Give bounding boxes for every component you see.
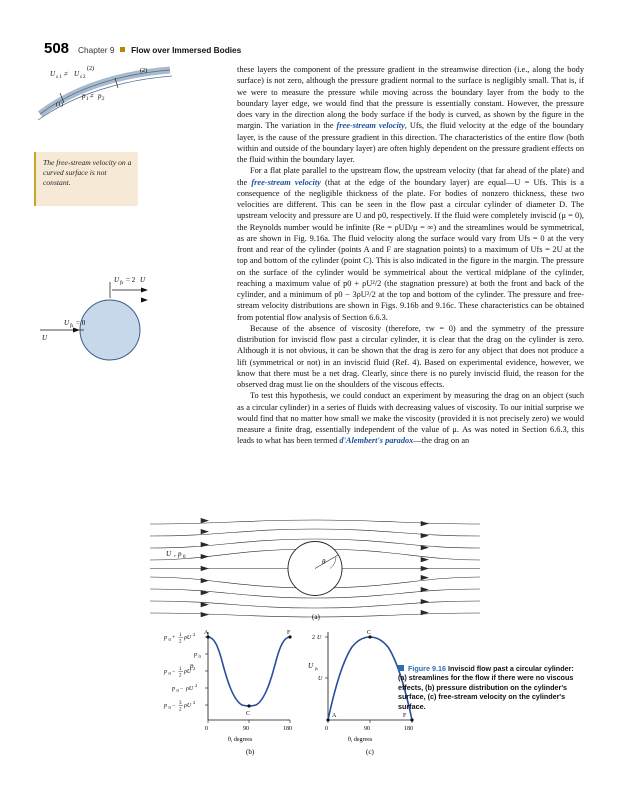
svg-text:s: s (80, 75, 82, 80)
svg-text:= 0: = 0 (76, 319, 86, 327)
svg-text:≠: ≠ (64, 70, 68, 78)
svg-text:A: A (332, 713, 337, 719)
svg-text:(2): (2) (87, 66, 94, 72)
svg-text:= 2: = 2 (126, 276, 136, 284)
svg-text:F: F (403, 713, 407, 719)
svg-text:C: C (246, 711, 251, 717)
svg-text:180: 180 (283, 726, 292, 732)
svg-text:−: − (172, 669, 176, 675)
svg-text:0: 0 (168, 637, 171, 642)
svg-text:U: U (317, 635, 322, 641)
svg-text:0: 0 (198, 654, 201, 659)
svg-text:2: 2 (312, 635, 315, 641)
svg-text:U: U (114, 276, 120, 284)
margin-figure-cylinder (28, 268, 218, 378)
chapter-title: Flow over Immersed Bodies (131, 45, 242, 55)
svg-text:θ: θ (322, 558, 326, 566)
svg-text:−: − (172, 703, 176, 709)
svg-text:U: U (308, 662, 314, 670)
svg-text:2: 2 (83, 75, 86, 80)
svg-text:θ, degrees: θ, degrees (348, 737, 373, 743)
svg-text:p: p (194, 652, 197, 658)
svg-text:(1): (1) (56, 102, 63, 108)
square-bullet-icon (120, 47, 125, 52)
svg-text:,: , (174, 550, 176, 558)
figure-caption (398, 664, 584, 711)
svg-text:U: U (50, 70, 56, 78)
svg-text:2: 2 (195, 683, 198, 688)
body-text-column (237, 64, 584, 447)
paragraph-2: For a flat plate parallel to the upstream flow, the upstream velocity (that far ahead of the plate) and the free-stream velocity (that at the edge of the boundary layer) are equal—U = Ufs. This is a consequence of the negligible thickness of the plate. For bodies of nonzero thickness, these two velocities are different. This can be seen in the flow past a circular cylinder of diameter D. The upstream velocity and pressure are U and p0, respectively. If the fluid were completely inviscid (μ = 0), the Reynolds number would be infinite (Re = ρUD/μ = ∞) and the streamlines would be symmetrical, as are shown in Fig. 9.16a. The fluid velocity along the surface would vary from Ufs = 0 at the very front and rear of the cylinder (points A and F are stagnation points) to a maximum of Ufs = 2U at the top and bottom of the cylinder (point C). This is also indicated in the figure in the margin. The pressure on the surface of the cylinder would be symmetrical about the vertical midplane of the cylinder, reaching a maximum value of p0 + ρU²/2 (the stagnation pressure) at both the front and back of the cylinder, and a minimum of p0 − 3ρU²/2 at the top and bottom of the cylinder. The pressure and free-stream velocity distributions are shown in Figs. 9.16b and 9.16c. These characteristics can be obtained from potential flow analysis of Section 6.6.3. (237, 166, 585, 322)
svg-text:fs: fs (315, 666, 319, 671)
svg-text:90: 90 (243, 726, 249, 732)
svg-text:2: 2 (102, 97, 105, 102)
svg-text:ρU: ρU (186, 686, 194, 692)
svg-text:A: A (204, 630, 209, 636)
svg-text:ρU: ρU (184, 669, 192, 675)
paragraph-3: Because of the absence of viscosity (therefore, τw = 0) and the symmetry of the pressure distribution for inviscid flow past a circular cylinder, it is clear that the drag on the cylinder is zero. Although it is not obvious, it can be shown that the drag is zero for any object that does not produce a lift (symmetrical or not) in an inviscid fluid (Ref. 4). Based on experimental evidence, however, we know that there must be a net drag. Clearly, since there is no purely inviscid fluid, the reason for the observed drag must lie on the shoulders of the viscous effects. (237, 323, 584, 389)
svg-text:90: 90 (364, 726, 370, 732)
svg-text:p: p (82, 92, 86, 100)
svg-text:U: U (74, 70, 80, 78)
svg-text:p: p (190, 662, 194, 670)
svg-text:0: 0 (205, 726, 208, 732)
svg-text:1: 1 (179, 667, 182, 672)
figure-number: Figure 9.16 (408, 664, 446, 673)
margin-figure-curved-surface (30, 62, 220, 142)
svg-text:+: + (172, 635, 176, 641)
svg-text:p: p (164, 669, 167, 675)
svg-text:F: F (287, 630, 291, 636)
svg-text:0: 0 (176, 688, 179, 693)
svg-text:2: 2 (179, 639, 182, 645)
svg-text:2: 2 (193, 700, 196, 705)
svg-text:1: 1 (86, 97, 89, 102)
svg-text:0: 0 (183, 555, 186, 560)
paragraph-4: To test this hypothesis, we could conduct an experiment by measuring the drag on an object (such as a circular cylinder) in a series of fluids with decreasing values of viscosity. To our initial surprise we would find that no matter how small we make the viscosity (provided it is not precisely zero) we would measure a finite drag, essentially independent of the value of μ. As was noted in Section 6.6.3, this leads to what has been termed d'Alembert's paradox—the drag on an (237, 391, 584, 446)
svg-text:0: 0 (325, 726, 328, 732)
svg-text:ρU: ρU (184, 703, 192, 709)
svg-text:fs: fs (120, 281, 124, 286)
svg-text:3: 3 (179, 701, 182, 706)
svg-text:U: U (64, 319, 70, 327)
svg-text:2: 2 (179, 707, 182, 713)
svg-text:2: 2 (193, 632, 196, 637)
svg-text:2: 2 (193, 666, 196, 671)
figure-caption-part-c: (c) free-stream velocity on the cylinder's surface. (398, 692, 566, 711)
paragraph-1: these layers the component of the pressure gradient in the streamwise direction (i.e., along the body surface) is not zero, although the pressure gradient normal to the surface is negligibly small. That is, if we were to measure the pressure while moving across the boundary layer from the body to the boundary layer edge, we would find that the pressure is essentially constant. However, the pressure does vary in the direction along the body surface if the body is curved, as shown by the figure in the margin. The variation in the free-stream velocity, Ufs, the fluid velocity at the edge of the boundary layer, is the cause of the pressure gradient in this direction. The characteristics of the entire flow (both within and outside of the boundary layer) are often highly dependent on the pressure gradient effects on the fluid within the boundary layer. (237, 65, 584, 164)
figure-9-16-panel-a (150, 516, 480, 621)
square-bullet-icon (398, 665, 404, 671)
svg-text:2: 2 (179, 673, 182, 679)
page-header (44, 40, 584, 57)
svg-text:−: − (180, 686, 184, 692)
svg-text:fs: fs (70, 324, 74, 329)
chapter-label: Chapter 9 (78, 45, 115, 55)
svg-text:0: 0 (168, 671, 171, 676)
svg-text:p: p (98, 92, 102, 100)
svg-text:U: U (318, 676, 323, 682)
svg-text:p: p (164, 703, 167, 709)
svg-text:p: p (164, 635, 167, 641)
page-number: 508 (44, 40, 70, 57)
figure-caption-bold: Inviscid flow past a circular cylinder: (447, 664, 574, 673)
svg-text:U: U (166, 550, 172, 558)
margin-note: The free-stream velocity on a curved surface is not constant. (34, 152, 138, 206)
svg-text:p: p (178, 550, 182, 558)
figure-caption-part-b: (b) pressure distribution on the cylinder's surface, (398, 682, 568, 702)
svg-text:0: 0 (168, 705, 171, 710)
figure-caption-part-a: (a) streamlines for the flow if there were no viscous effects, (398, 673, 574, 692)
svg-text:p: p (172, 686, 175, 692)
svg-text:U: U (140, 276, 146, 284)
svg-text:(c): (c) (366, 748, 374, 756)
svg-text:180: 180 (404, 726, 413, 732)
svg-text:(a): (a) (312, 613, 320, 621)
running-head (78, 45, 241, 55)
svg-text:C: C (367, 630, 372, 636)
svg-text:(2): (2) (140, 68, 147, 74)
svg-text:θ, degrees: θ, degrees (228, 737, 253, 743)
svg-text:ρU: ρU (184, 635, 192, 641)
svg-text:s: s (56, 75, 58, 80)
svg-text:≠: ≠ (90, 92, 94, 100)
svg-text:1: 1 (59, 75, 62, 80)
svg-text:U: U (42, 334, 48, 342)
svg-text:(b): (b) (246, 748, 255, 756)
svg-text:1: 1 (179, 633, 182, 638)
